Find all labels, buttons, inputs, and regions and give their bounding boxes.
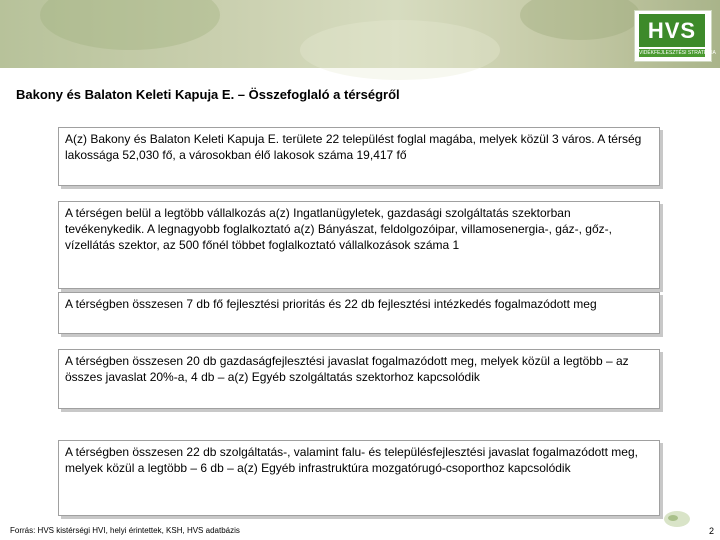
banner-texture — [40, 0, 220, 50]
page-number: 2 — [708, 526, 714, 536]
summary-box-service-proposals: A térségben összesen 22 db szolgáltatás-, valamint falu- és településfejlesztési javaslat fogalmazódott meg, melyek közül a legtöbb – 6 db – a(z) Egyéb infrastruktúra mozgatórugó-csoporthoz kapcsolódik — [58, 440, 660, 516]
decorative-leaf-icon — [662, 508, 692, 530]
logo-text: HVS — [639, 14, 705, 47]
page-title: Bakony és Balaton Keleti Kapuja E. – Összefoglaló a térségről — [16, 87, 400, 102]
source-footnote: Forrás: HVS kistérségi HVI, helyi érintettek, KSH, HVS adatbázis — [10, 526, 240, 535]
hvs-logo — [634, 10, 716, 62]
summary-box-economic-proposals: A térségben összesen 20 db gazdaságfejlesztési javaslat fogalmazódott meg, melyek közül a legtöbb – az összes javaslat 20%-a, 4 db – a(z) Egyéb szolgáltatás szektorhoz kapcsolódik — [58, 349, 660, 409]
summary-box-priorities: A térségben összesen 7 db fő fejlesztési prioritás és 22 db fejlesztési intézkedés fogalmazódott meg — [58, 292, 660, 334]
summary-box-population: A(z) Bakony és Balaton Keleti Kapuja E. területe 22 települést foglal magába, melyek közül 3 város. A térség lakossága 52,030 fő, a városokban élő lakosok száma 19,417 fő — [58, 127, 660, 186]
summary-box-enterprises: A térségen belül a legtöbb vállalkozás a(z) Ingatlanügyletek, gazdasági szolgáltatás szektorban tevékenykedik. A legnagyobb foglalkoztató a(z) Bányászat, feldolgozóipar, villamosenergia-, gáz-, gőz-, vízellátás szektor, az 500 főnél többet foglalkoztató vállalkozások száma 1 — [58, 201, 660, 289]
logo-tagline: VIDÉKFEJLESZTÉSI STRATÉGIA — [639, 50, 716, 56]
banner-texture — [520, 0, 640, 40]
header-banner — [0, 0, 720, 68]
banner-texture — [300, 20, 500, 80]
